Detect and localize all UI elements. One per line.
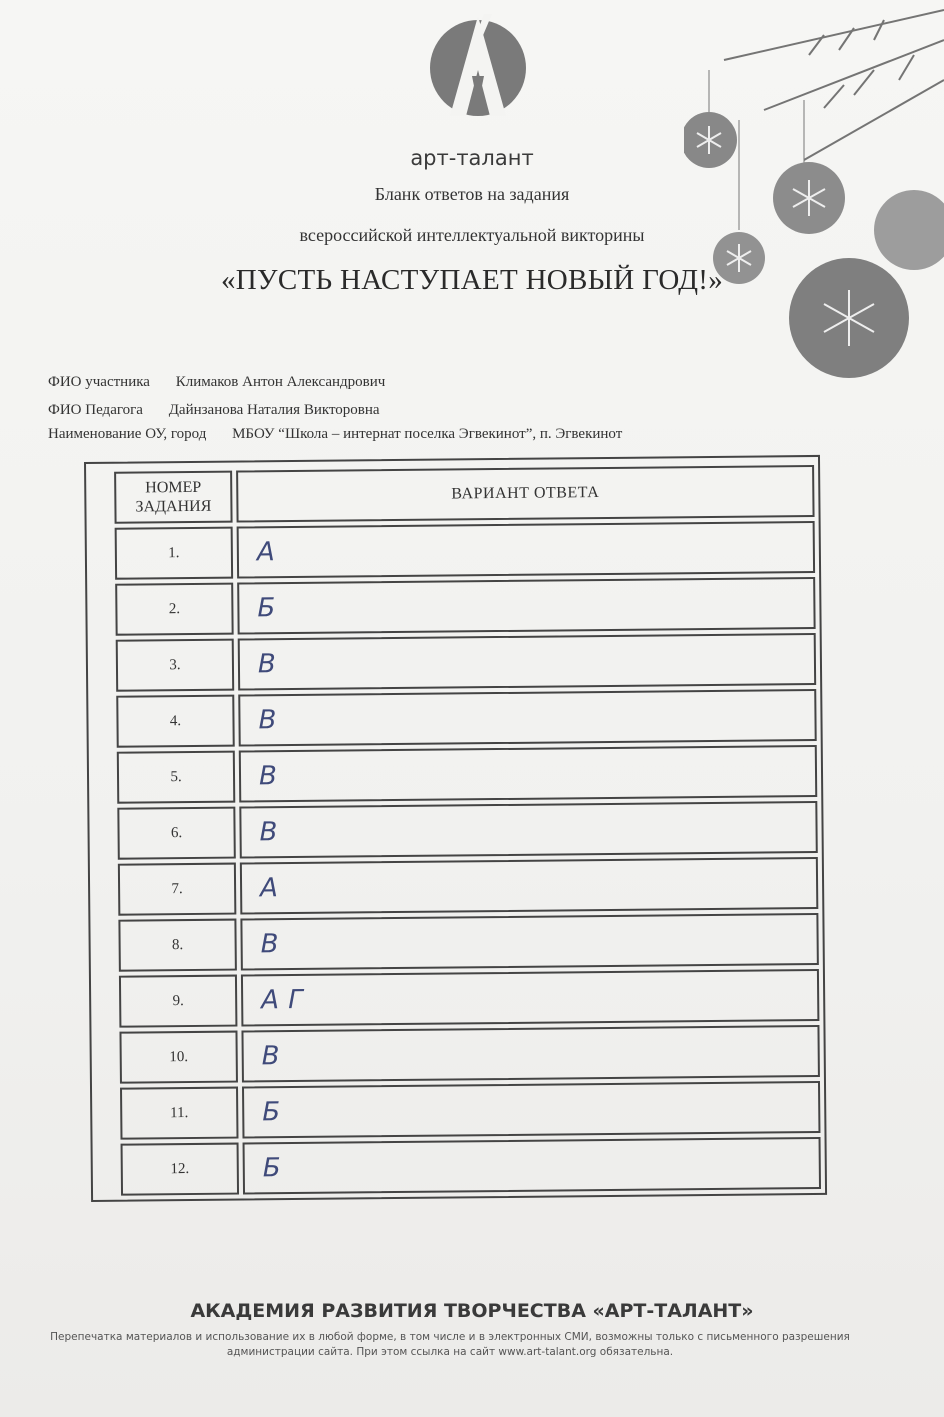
teacher-line (48, 402, 380, 419)
table-row (118, 913, 818, 972)
task-number: 2. (115, 583, 233, 636)
school-line (48, 426, 622, 443)
art-talant-logo-icon (428, 12, 528, 130)
handwritten-answer: В (238, 689, 816, 747)
answer-table (84, 455, 827, 1202)
table-header (114, 465, 814, 524)
task-number: 9. (119, 975, 237, 1028)
participant-label: ФИО участника (48, 374, 150, 390)
table-row (115, 577, 815, 636)
table-row (121, 1137, 821, 1196)
task-number: 3. (116, 639, 234, 692)
header-task-number: НОМЕР ЗАДАНИЯ (114, 471, 232, 524)
handwritten-answer: В (238, 633, 816, 691)
handwritten-answer: В (239, 801, 817, 859)
teacher-label: ФИО Педагога (48, 402, 143, 418)
handwritten-answer: В (239, 745, 817, 803)
table-row (116, 689, 816, 748)
participant-value: Климаков Антон Александрович (175, 374, 386, 390)
footer-note: Перепечатка материалов и использование их в любой форме, в том числе и в электронных СМИ, возможны только с письменного разрешения администрации сайта. При этом ссылка на сайт www.art-talant.org обязательна. (50, 1331, 850, 1358)
task-number: 12. (121, 1143, 239, 1196)
table-row (117, 801, 817, 860)
handwritten-answer: Б (243, 1137, 821, 1195)
task-number: 7. (118, 863, 236, 916)
header-answer-variant: ВАРИАНТ ОТВЕТА (236, 465, 814, 523)
teacher-value: Дайнзанова Наталия Викторовна (168, 402, 380, 418)
school-value: МБОУ “Школа – интернат поселка Эгвекинот”, п. Эгвекинот (232, 426, 623, 442)
handwritten-answer: Б (237, 577, 815, 635)
school-label: Наименование ОУ, город (48, 426, 207, 442)
participant-line (48, 374, 385, 391)
quiz-subtitle: всероссийской интеллектуальной викторины (299, 225, 645, 245)
table-body (115, 521, 821, 1200)
task-number: 8. (118, 919, 236, 972)
table-row (115, 521, 815, 580)
handwritten-answer: В (240, 913, 818, 971)
footer-title: АКАДЕМИЯ РАЗВИТИЯ ТВОРЧЕСТВА «АРТ-ТАЛАНТ» (190, 1300, 754, 1322)
page-title: «ПУСТЬ НАСТУПАЕТ НОВЫЙ ГОД!» (220, 264, 724, 296)
handwritten-answer: А Г (241, 969, 819, 1027)
form-subtitle: Бланк ответов на задания (374, 184, 570, 204)
task-number: 6. (117, 807, 235, 860)
table-row (117, 745, 817, 804)
task-number: 10. (119, 1031, 237, 1084)
handwritten-answer: В (241, 1025, 819, 1083)
table-row (120, 1081, 820, 1140)
handwritten-answer: А (237, 521, 815, 579)
task-number: 11. (120, 1087, 238, 1140)
table-row (119, 1025, 819, 1084)
table-row (116, 633, 816, 692)
brand-name: арт-талант (410, 146, 534, 170)
table-row (119, 969, 819, 1028)
task-number: 5. (117, 751, 235, 804)
handwritten-answer: Б (242, 1081, 820, 1139)
task-number: 4. (116, 695, 234, 748)
table-row (118, 857, 818, 916)
task-number: 1. (115, 527, 233, 580)
handwritten-answer: А (240, 857, 818, 915)
